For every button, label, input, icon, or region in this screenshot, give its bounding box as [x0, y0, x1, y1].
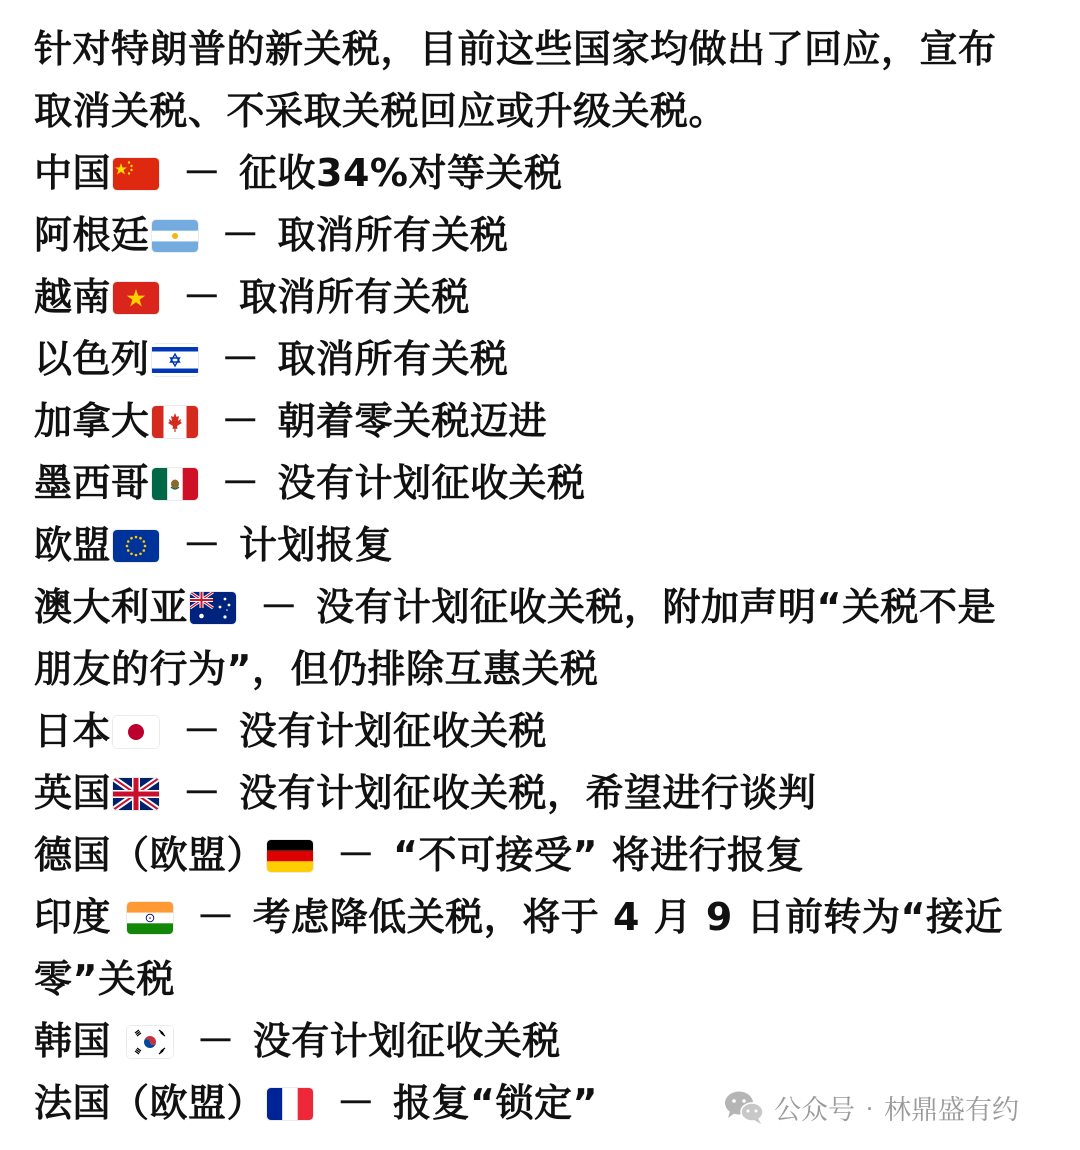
dash: － — [196, 895, 235, 939]
country-name: 英国 — [34, 771, 112, 815]
list-item — [34, 514, 1054, 576]
list-item-continuation: 零”关税 — [34, 957, 175, 1001]
country-name: 阿根廷 — [34, 213, 150, 257]
watermark — [722, 1084, 1019, 1130]
response-text: 取消所有关税 — [277, 337, 509, 381]
country-name: 德国（欧盟） — [34, 833, 266, 877]
country-name: 澳大利亚 — [34, 585, 189, 629]
list-item — [34, 204, 1054, 266]
dash: － — [221, 399, 260, 443]
cn-flag-icon — [113, 158, 159, 190]
dash: － — [196, 1019, 235, 1063]
response-text: 征收34%对等关税 — [239, 151, 563, 195]
country-name: 韩国 — [34, 1019, 125, 1063]
dash: － — [259, 585, 299, 629]
dash: － — [336, 833, 376, 877]
intro-line-2: 取消关税、不采取关税回应或升级关税。 — [34, 89, 728, 133]
article-body — [34, 18, 1054, 1134]
ca-flag-icon — [152, 406, 198, 438]
country-name: 法国（欧盟） — [34, 1081, 266, 1125]
response-text: “不可接受” 将进行报复 — [393, 833, 805, 877]
list-item — [34, 390, 1054, 452]
au-flag-icon — [190, 592, 236, 624]
dash: － — [182, 523, 222, 567]
list-item — [34, 452, 1054, 514]
country-name: 墨西哥 — [34, 461, 150, 505]
dash: － — [182, 275, 222, 319]
gb-flag-icon — [113, 778, 159, 810]
response-text: 报复“锁定” — [393, 1081, 598, 1125]
response-text: 取消所有关税 — [277, 213, 509, 257]
watermark-label: 公众号 — [774, 1094, 855, 1125]
country-name: 加拿大 — [34, 399, 150, 443]
watermark-account: 林鼎盛有约 — [884, 1094, 1019, 1125]
dash: － — [182, 771, 222, 815]
country-name: 中国 — [34, 151, 112, 195]
response-text: 考虑降低关税，将于 4 月 9 日前转为“接近 — [252, 895, 1003, 939]
list-item — [34, 266, 1054, 328]
country-name: 印度 — [34, 895, 125, 939]
list-item — [34, 886, 1054, 948]
dash: － — [221, 337, 260, 381]
list-item — [34, 328, 1054, 390]
response-text: 朝着零关税迈进 — [277, 399, 548, 443]
jp-flag-icon — [113, 716, 159, 748]
list-item — [34, 824, 1054, 886]
response-text: 取消所有关税 — [239, 275, 471, 319]
country-name: 日本 — [34, 709, 112, 753]
country-name: 以色列 — [34, 337, 150, 381]
list-item — [34, 762, 1054, 824]
dash: － — [336, 1081, 376, 1125]
intro-line-1: 针对特朗普的新关税，目前这些国家均做出了回应，宣布 — [34, 27, 997, 71]
dash: － — [182, 709, 222, 753]
watermark-separator: · — [865, 1091, 874, 1122]
dash: － — [182, 151, 222, 195]
country-name: 欧盟 — [34, 523, 112, 567]
fr-flag-icon — [267, 1088, 313, 1120]
vn-flag-icon — [113, 282, 159, 314]
wechat-icon — [722, 1088, 766, 1126]
response-text: 没有计划征收关税，希望进行谈判 — [239, 771, 817, 815]
response-text: 没有计划征收关税 — [239, 709, 548, 753]
list-item — [34, 1010, 1054, 1072]
mx-flag-icon — [152, 468, 198, 500]
il-flag-icon — [152, 344, 198, 376]
list-item — [34, 142, 1054, 204]
response-text: 没有计划征收关税，附加声明“关税不是 — [316, 585, 996, 629]
de-flag-icon — [267, 840, 313, 872]
kr-flag-icon — [127, 1026, 173, 1058]
response-text: 没有计划征收关税 — [252, 1019, 561, 1063]
response-text: 计划报复 — [239, 523, 394, 567]
country-name: 越南 — [34, 275, 112, 319]
eu-flag-icon — [113, 530, 159, 562]
response-text: 没有计划征收关税 — [277, 461, 586, 505]
ar-flag-icon — [152, 220, 198, 252]
list-item-continuation: 朋友的行为”，但仍排除互惠关税 — [34, 647, 599, 691]
dash: － — [221, 213, 260, 257]
list-item — [34, 576, 1054, 638]
dash: － — [221, 461, 260, 505]
in-flag-icon — [127, 902, 173, 934]
list-item — [34, 700, 1054, 762]
